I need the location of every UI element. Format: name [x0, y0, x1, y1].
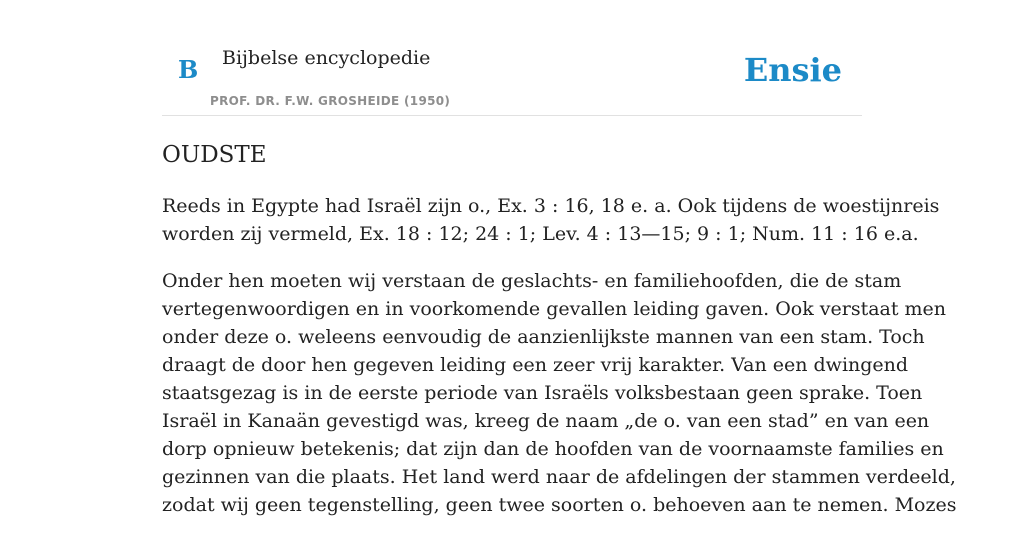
text-line: Israël in Kanaän gevestigd was, kreeg de naam „de o. van een stad” en van een: [162, 410, 930, 432]
page: [162, 0, 957, 516]
text-line: draagt de door hen gegeven leiding een zeer vrij karakter. Van een dwingend: [162, 354, 909, 376]
entry-title: OUDSTE: [162, 142, 267, 168]
text-line: Reeds in Egypte had Israël zijn o., Ex. 3 : 16, 18 e. a. Ook tijdens de woestijnreis: [162, 195, 940, 217]
book-author: PROF. DR. F.W. GROSHEIDE (1950): [210, 94, 451, 108]
article-body: [162, 192, 957, 538]
brand-logo-link[interactable]: Ensie: [743, 51, 842, 89]
text-line: worden zij vermeld, Ex. 18 : 12; 24 : 1; Lev. 4 : 13—15; 9 : 1; Num. 11 : 16 e.a.: [162, 223, 919, 245]
text-line: Onder hen moeten wij verstaan de geslachts- en familiehoofden, die de stam: [162, 270, 902, 292]
paragraph: [162, 192, 940, 248]
text-line: onder deze o. weleens eenvoudig de aanzienlijkste mannen van een stam. Toch: [162, 326, 925, 348]
text-line: vertegenwoordigen en in voorkomende gevallen leiding gaven. Ook verstaat men: [162, 298, 947, 320]
text-line: gezinnen van die plaats. Het land werd naar de afdelingen der stammen verdeeld,: [162, 466, 956, 488]
book-title[interactable]: Bijbelse encyclopedie: [222, 47, 431, 69]
text-line: dorp opnieuw betekenis; dat zijn dan de hoofden van de voornaamste families en: [162, 438, 944, 460]
text-line: staatsgezag is in de eerste periode van Israëls volksbestaan geen sprake. Toen: [162, 382, 923, 404]
paragraph: [162, 267, 957, 519]
page-header: [162, 0, 862, 116]
book-logo[interactable]: B: [178, 55, 199, 84]
text-line: zodat wij geen tegenstelling, geen twee soorten o. behoeven aan te nemen. Mozes: [162, 494, 957, 516]
